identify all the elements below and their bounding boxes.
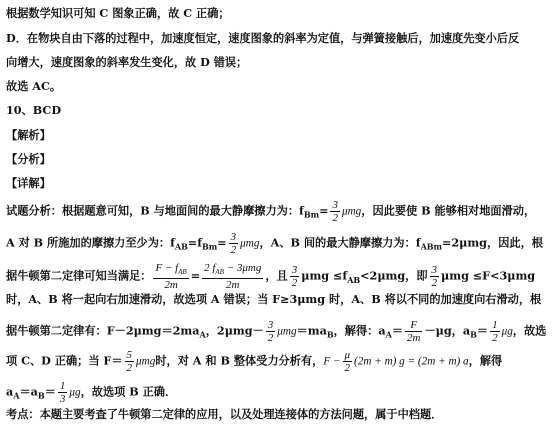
fraction-numerator: 5 — [126, 349, 133, 361]
formula: (2m + m) g = (2m + m) a — [354, 355, 469, 368]
fraction-denominator: 3 — [59, 393, 66, 405]
fraction — [290, 264, 300, 289]
subscript: A — [199, 329, 206, 340]
text-span: 项 C、D 正确；当 F＝ — [6, 353, 123, 368]
numerator-text: − 3μmg — [223, 262, 262, 274]
section-heading: 【分析】 — [6, 152, 51, 166]
text-line — [6, 262, 548, 291]
subscript: AB — [215, 268, 224, 277]
subscript: AB — [178, 268, 187, 277]
formula: μg — [501, 325, 513, 338]
fraction — [430, 264, 440, 289]
text-line — [6, 319, 548, 344]
fraction-numerator: μ — [344, 349, 351, 361]
text-span: 试题分析：根据题意可知，B 与地面间的最大静摩擦力为：f — [6, 203, 304, 218]
fraction-numerator: 3 — [267, 319, 274, 331]
text-span: <2μmg，即 — [360, 268, 428, 283]
section-heading: 【详解】 — [6, 176, 51, 190]
subscript: AB — [347, 274, 361, 285]
text-span: a — [6, 384, 14, 399]
text-line — [6, 380, 548, 405]
formula: μmg — [341, 205, 362, 218]
numerator-text: F − f — [155, 262, 179, 274]
text-span: ，A、B 间的最大静摩擦力为：f — [259, 235, 421, 250]
text-span: ＝ma — [296, 323, 327, 338]
text-span: ＝ — [44, 384, 56, 399]
fraction-denominator: 2 — [332, 212, 338, 224]
fraction — [330, 199, 340, 224]
fraction-numerator — [153, 262, 188, 279]
fraction-numerator: F — [405, 319, 422, 332]
text-span: 据牛顿第二定律有：F－2μmg＝2ma — [6, 323, 200, 338]
fraction-denominator: 2 — [344, 362, 351, 374]
text-span: ＝ — [391, 323, 404, 338]
text-span: μmg ≤F<3μmg — [441, 268, 536, 283]
text-line: 向增大，速度图象的斜率发生变化，故 D 错误； — [6, 55, 248, 69]
text-line — [6, 231, 548, 256]
formula: μg — [69, 386, 81, 399]
text-span: －μg，a — [424, 323, 471, 338]
text-line: 时，A、B 将一起向右加速滑动，故选项 A 错误；当 F≥3μmg 时，A、B 将以不同的加速度向右滑动，根 — [6, 292, 542, 306]
fraction-denominator: 2 — [230, 244, 237, 256]
fraction-denominator: 2m — [164, 279, 178, 292]
fraction — [58, 380, 68, 405]
text-line: 根据数学知识可知 C 图象正确，故 C 正确； — [6, 6, 230, 20]
text-span: μmg ≤f — [301, 268, 348, 283]
fraction-denominator: 2 — [126, 362, 133, 374]
numerator-text: 2 f — [204, 262, 216, 274]
fraction-denominator: 2 — [431, 277, 438, 290]
fraction-denominator: 2 — [291, 277, 298, 290]
fraction — [229, 231, 239, 256]
subscript: Bm — [303, 209, 320, 220]
text-line — [6, 199, 548, 224]
fraction-numerator: 3 — [230, 231, 237, 243]
text-span: ，故选项 B 正确． — [80, 384, 177, 399]
formula: μmg — [277, 325, 297, 338]
text-span: ＝a — [19, 384, 38, 399]
fraction-denominator: 2m — [226, 279, 240, 292]
fraction-denominator: 2 — [492, 332, 498, 344]
fraction — [490, 319, 500, 344]
text-span: ，故选 — [512, 323, 547, 338]
subscript: A — [385, 329, 392, 340]
text-span: =f — [187, 235, 203, 250]
fraction-numerator: 1 — [492, 319, 498, 331]
text-span: ，解得：a — [333, 323, 386, 338]
subscript: ABm — [420, 241, 442, 252]
fraction — [405, 319, 422, 344]
text-span: ，且 — [265, 268, 288, 283]
section-heading: 【解析】 — [6, 128, 51, 142]
subscript: A — [13, 390, 20, 401]
formula: μmg — [136, 355, 156, 368]
text-span: 据牛顿第二定律可知当满足： — [6, 268, 152, 283]
question-number: 10、BCD — [6, 103, 62, 117]
subscript: B — [470, 329, 477, 340]
text-span: = — [217, 235, 227, 250]
fraction — [266, 319, 276, 344]
text-span: ＝ — [476, 323, 489, 338]
fraction-numerator — [202, 262, 263, 279]
text-span: = — [190, 268, 201, 283]
text-line: 考点：本题主要考查了牛顿第二定律的应用，以及处理连接体的方法问题，属于中档题． — [6, 407, 443, 421]
text-span: = — [319, 203, 329, 218]
formula: F − — [323, 355, 341, 368]
fraction-numerator: 3 — [291, 264, 298, 277]
text-span: ，因此要使 B 能够相对地面滑动， — [361, 203, 536, 218]
text-span: =2μmg，因此，根 — [442, 235, 543, 250]
subscript: B — [326, 329, 334, 340]
fraction-numerator: 3 — [431, 264, 438, 277]
fraction — [125, 349, 135, 374]
text-span: ，2μmg－ — [205, 323, 264, 338]
fraction — [202, 262, 263, 291]
text-line: D．在物块自由下落的过程中，加速度恒定，速度图象的斜率为定值，与弹簧接触后，加速度先变小后反 — [6, 31, 520, 45]
fraction-denominator: 2 — [267, 332, 274, 344]
formula: μmg — [240, 237, 260, 250]
subscript: Bm — [202, 241, 218, 252]
fraction — [153, 262, 188, 291]
fraction-denominator: 2m — [407, 332, 421, 344]
subscript: AB — [174, 241, 188, 252]
fraction — [343, 349, 353, 374]
text-span: 时，对 A 和 B 整体受力分析有， — [155, 353, 324, 368]
fraction-numerator: 3 — [332, 199, 338, 211]
text-span: ，解得 — [468, 353, 503, 368]
fraction-numerator: 1 — [59, 380, 66, 392]
subscript: B — [37, 390, 45, 401]
text-line — [6, 349, 548, 374]
text-line: 故选 AC。 — [6, 79, 62, 93]
text-span: A 对 B 所施加的摩擦力至少为：f — [6, 235, 175, 250]
